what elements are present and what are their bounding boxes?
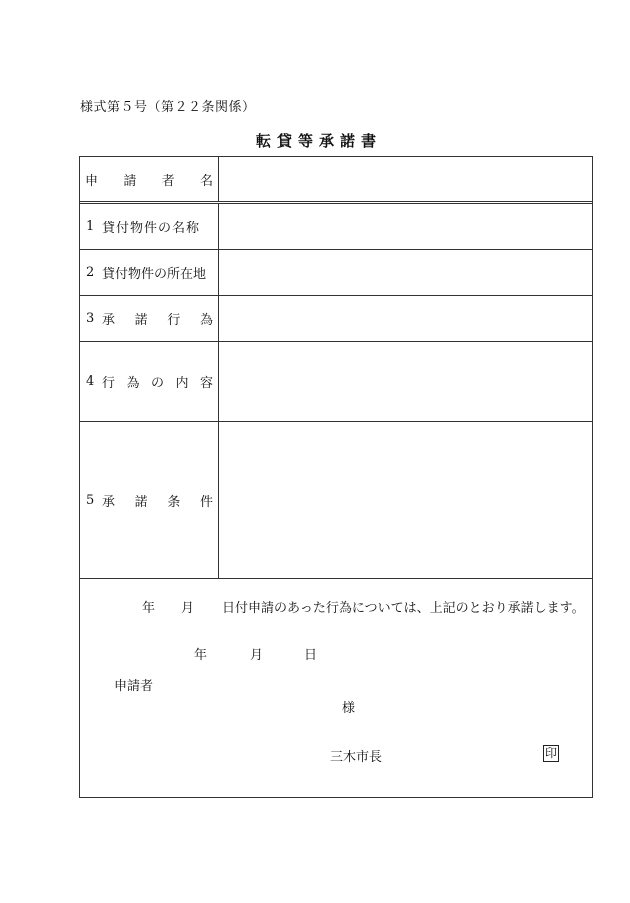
row-label [80,204,219,249]
statement-month: 月 [181,601,195,616]
row-label [80,422,219,578]
label-applicant-name [85,170,213,189]
label-char: 為 [199,313,213,328]
label-approval-conditions [102,491,213,510]
row-property-name [80,204,592,250]
row-applicant-name [80,157,592,204]
applicant-label: 申請者 [114,679,154,694]
row-number: 3 [86,311,95,326]
approval-statement-section [80,578,592,797]
row-label [80,157,219,201]
seal-mark: 印 [545,746,558,760]
label-char: 件 [199,494,213,510]
row-property-location [80,250,592,296]
approved-act-field[interactable] [219,296,592,341]
row-label [80,342,219,421]
document-title: 転貸等承諾書 [255,132,382,150]
approval-conditions-field[interactable] [219,422,592,578]
row-number: 4 [86,374,95,389]
row-label [80,296,219,341]
act-details-field[interactable] [219,342,592,421]
applicant-name-field[interactable] [219,157,592,201]
date-year: 年 [194,648,208,663]
row-label [80,250,219,295]
row-act-details [80,342,592,422]
label-char: 内 [175,376,189,391]
honorific: 様 [342,701,356,716]
label-property-location: 貸付物件の所在地 [102,267,207,282]
statement-year: 年 [142,601,156,616]
label-char: 承 [102,313,116,328]
row-number: 2 [86,265,95,280]
label-approved-act [102,309,213,328]
property-name-field[interactable] [219,204,592,249]
row-approval-conditions [80,422,592,579]
property-location-field[interactable] [219,250,592,295]
label-char: の [150,376,164,391]
label-char: 請 [123,173,137,189]
label-act-details [102,372,213,391]
label-char: 承 [102,494,116,510]
label-char: 者 [161,173,175,189]
label-property-name: 貸付物件の名称 [102,221,201,236]
consent-form-table [79,156,593,798]
row-approved-act [80,296,592,342]
label-char: 申 [85,173,99,189]
form-number: 様式第５号（第２２条関係） [80,100,256,115]
row-number: 5 [86,492,95,508]
date-day: 日 [304,648,318,663]
date-month: 月 [250,648,264,663]
mayor-title: 三木市長 [330,750,383,765]
label-char: 行 [167,313,181,328]
label-char: 行 [102,376,116,391]
label-char: 条 [167,494,181,510]
row-number: 1 [86,219,95,234]
label-char: 諾 [134,313,148,328]
label-char: 為 [126,376,140,391]
label-char: 名 [199,173,213,189]
label-char: 諾 [134,494,148,510]
statement-text: 日付申請のあった行為については、上記のとおり承諾します。 [222,601,585,616]
label-char: 容 [199,376,213,391]
